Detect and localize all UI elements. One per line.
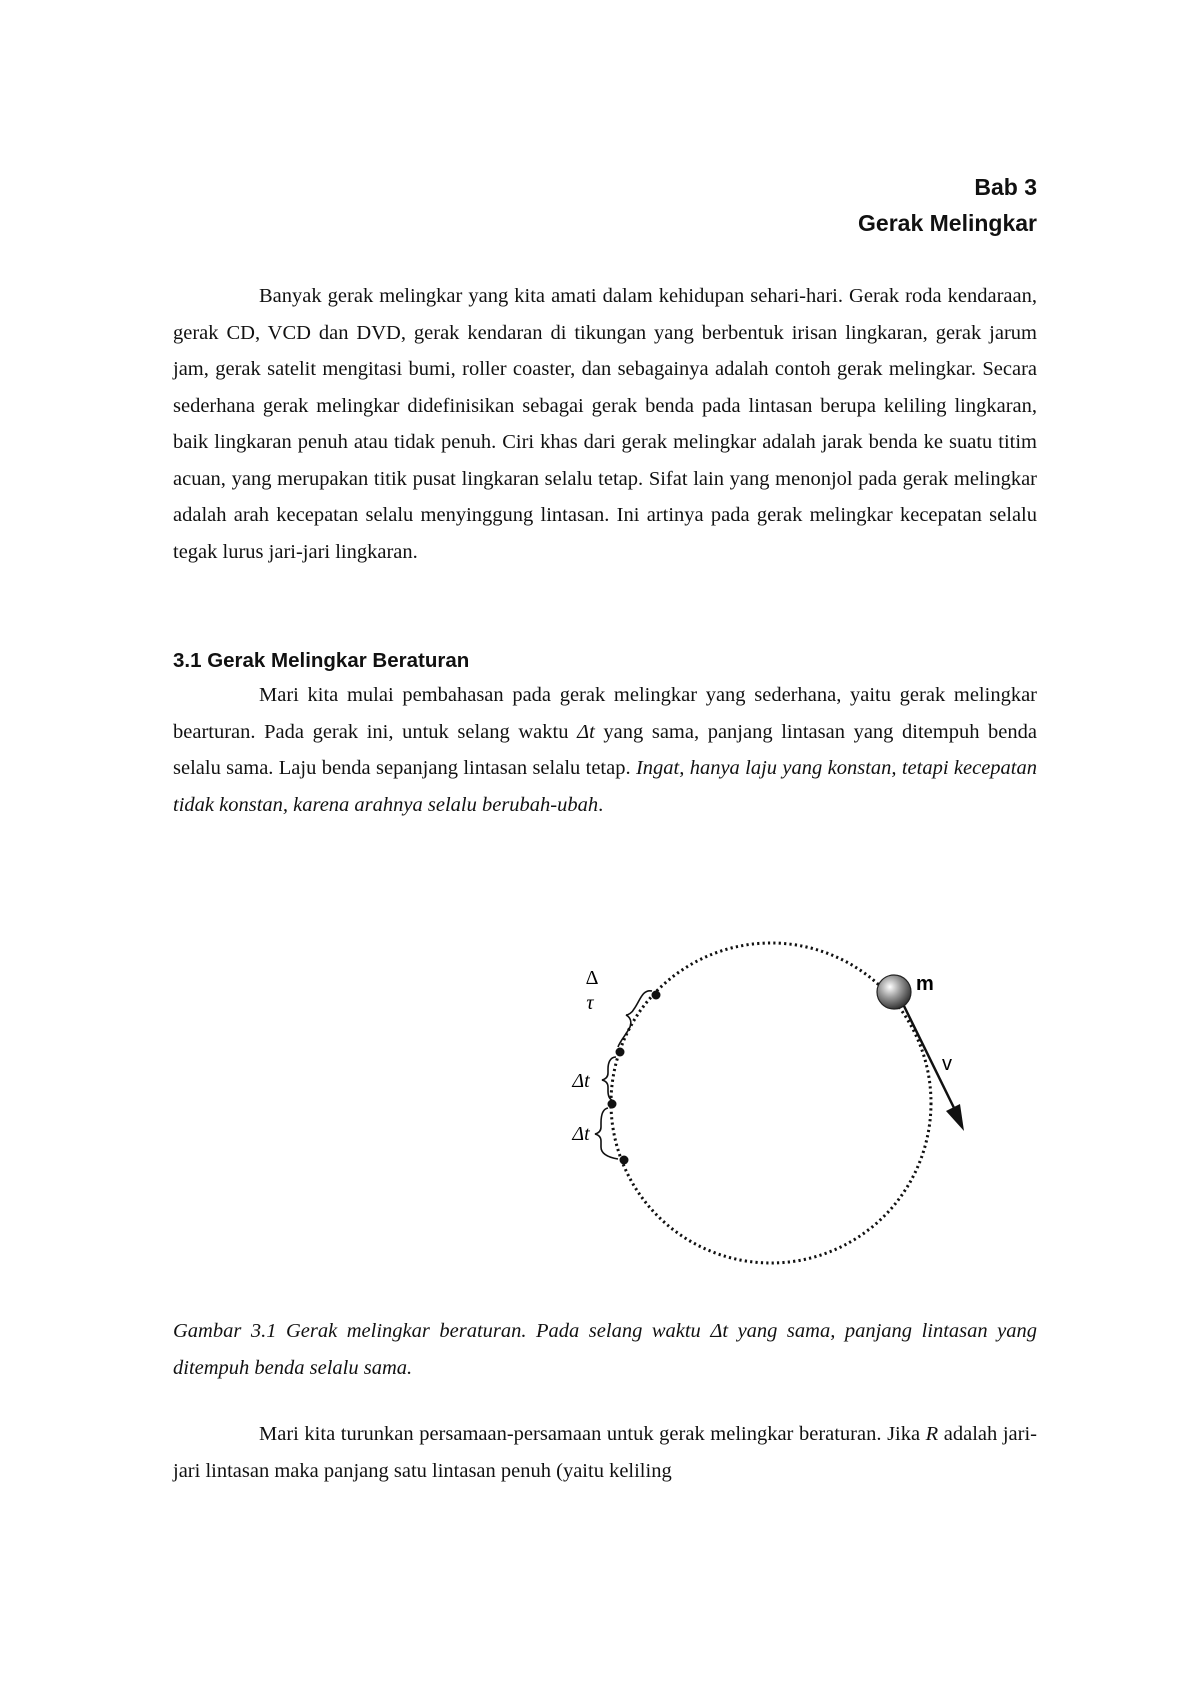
radius-symbol: R [925,1423,939,1445]
tau-label: τ [586,992,594,1014]
mass-label: m [916,973,934,995]
closing-paragraph [173,1416,1037,1489]
velocity-label: v [942,1053,952,1075]
circle-diagram [546,905,986,1265]
interval-point-4 [620,1156,629,1165]
section-text-end: . [598,793,604,816]
velocity-arrowhead [946,1104,964,1131]
delta-t-label-2: Δt [572,1123,590,1145]
brace-2 [602,1057,616,1101]
chapter-title: Gerak Melingkar [858,210,1037,236]
figure-uniform-circular-motion [546,905,986,1265]
delta-t-symbol: Δt [577,720,595,743]
closing-text-2: adalah jari-jari lintasan maka panjang satu lintasan penuh (yaitu keliling [173,1423,1037,1482]
section-paragraph [173,677,1037,823]
brace-1 [618,991,652,1047]
document-page [173,0,1037,1698]
delta-t-label-1: Δt [572,1070,590,1092]
delta-label: Δ [585,967,599,989]
section-text-2: yang sama, panjang lintasan yang ditempuh benda selalu sama. Laju benda sepanjang lintasan selalu tetap. [173,720,1038,779]
closing-text-1: Mari kita turunkan persamaan-persamaan untuk gerak melingkar beraturan. Jika [259,1423,926,1445]
figure-caption: Gambar 3.1 Gerak melingkar beraturan. Pada selang waktu Δt yang sama, panjang lintasan yang ditempuh benda selalu sama. [173,1320,1037,1379]
chapter-number: Bab 3 [974,174,1037,200]
section-title: 3.1 Gerak Melingkar Beraturan [173,649,470,672]
interval-point-1 [652,991,661,1000]
interval-point-2 [616,1048,625,1057]
section-text-1: Mari kita mulai pembahasan pada gerak melingkar yang sederhana, yaitu gerak melingkar bearturan. Pada gerak ini, untuk selang waktu [173,684,1037,743]
intro-paragraph: Banyak gerak melingkar yang kita amati dalam kehidupan sehari-hari. Gerak roda kendaraan, gerak CD, VCD dan DVD, gerak kendaran di tikungan yang berbentuk irisan lingkaran, gerak jarum jam, gerak satelit mengitasi bumi, roller coaster, dan sebagainya adalah contoh gerak melingkar. Secara sederhana gerak melingkar didefinisikan sebagai gerak benda pada lintasan berupa keliling lingkaran, baik lingkaran penuh atau tidak penuh. Ciri khas dari gerak melingkar adalah jarak benda ke suatu titim acuan, yang merupakan titik pusat lingkaran selalu tetap. Sifat lain yang menonjol pada gerak melingkar adalah arah kecepatan selalu menyinggung lintasan. Ini artinya pada gerak melingkar kecepatan selalu tegak lurus jari-jari lingkaran. [173,285,1037,563]
section-italic-text: Ingat, hanya laju yang konstan, tetapi kecepatan tidak konstan, karena arahnya selalu berubah-ubah [173,757,1037,816]
mass-ball [877,975,911,1009]
